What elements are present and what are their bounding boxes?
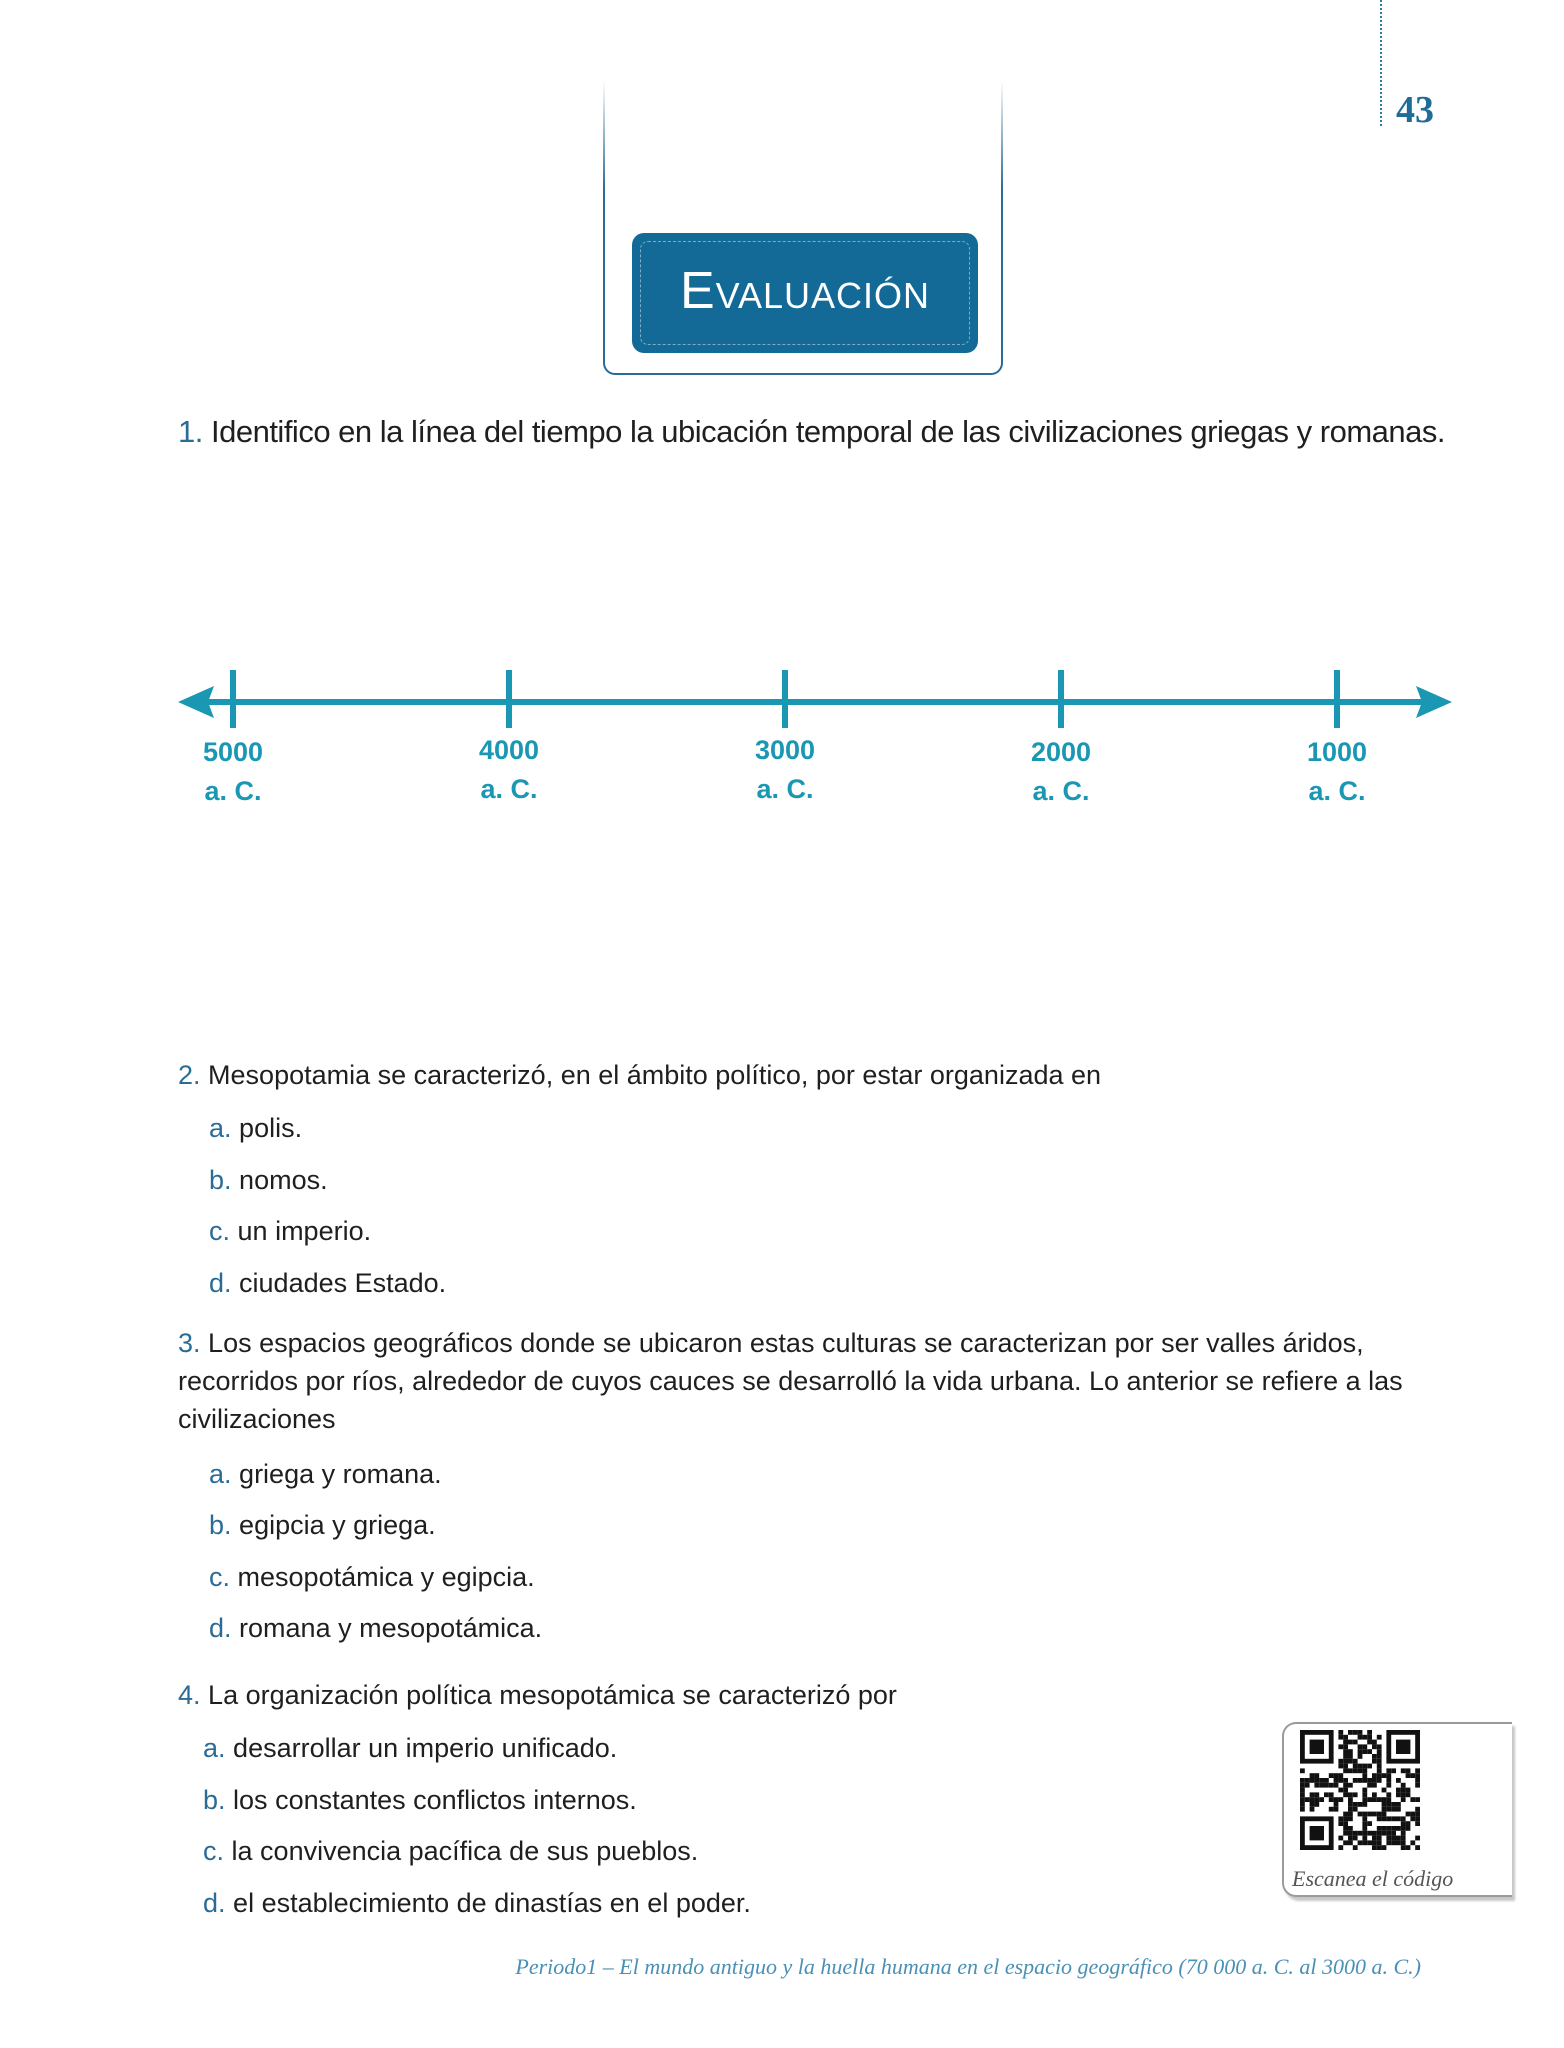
question-text: Los espacios geográficos donde se ubicaron estas culturas se caracterizan por ser valles áridos, recorridos por ríos, alrededor de cuyos cauces se desarrolló la vida urbana. Lo anterior se refiere a las civilizaciones (178, 1328, 1403, 1434)
section-badge (632, 233, 978, 353)
option-2a[interactable] (209, 1109, 302, 1147)
timeline-year-label: 5000 (202, 737, 264, 767)
option-letter: a. (203, 1733, 226, 1763)
option-4c[interactable] (203, 1832, 698, 1870)
question-number: 4. (178, 1680, 201, 1710)
timeline-axis (178, 686, 1452, 718)
option-letter: c. (209, 1216, 231, 1246)
option-letter: a. (209, 1113, 232, 1143)
timeline-era-label: a. C. (756, 774, 814, 804)
option-4a[interactable] (203, 1729, 617, 1767)
qr-code-icon[interactable] (1300, 1730, 1420, 1850)
option-letter: b. (209, 1510, 232, 1540)
question-text: Identifico en la línea del tiempo la ubicación temporal de las civilizaciones griegas y romanas. (210, 414, 1446, 449)
option-text: ciudades Estado. (239, 1268, 447, 1298)
timeline (170, 660, 1470, 840)
option-text: egipcia y griega. (239, 1510, 436, 1540)
option-letter: a. (209, 1459, 232, 1489)
option-3c[interactable] (209, 1558, 535, 1596)
timeline-year-label: 2000 (1030, 737, 1092, 767)
question-4 (178, 1676, 1448, 1714)
timeline-era-label: a. C. (1308, 776, 1366, 806)
qr-caption: Escanea el código (1292, 1866, 1454, 1891)
option-letter: c. (203, 1836, 225, 1866)
option-letter: c. (209, 1562, 231, 1592)
question-number: 3. (178, 1328, 201, 1358)
question-2 (178, 1056, 1448, 1094)
timeline-era-label: a. C. (1032, 776, 1090, 806)
option-text: desarrollar un imperio unificado. (233, 1733, 618, 1763)
option-letter: d. (203, 1888, 226, 1918)
option-3a[interactable] (209, 1455, 442, 1493)
option-4b[interactable] (203, 1781, 637, 1819)
option-text: mesopotámica y egipcia. (237, 1562, 535, 1592)
page-number-rule (1380, 0, 1382, 126)
option-letter: d. (209, 1613, 232, 1643)
option-text: la convivencia pacífica de sus pueblos. (231, 1836, 699, 1866)
option-2c[interactable] (209, 1212, 371, 1250)
page-number: 43 (1396, 89, 1434, 131)
question-3 (178, 1324, 1433, 1438)
question-text: Mesopotamia se caracterizó, en el ámbito político, por estar organizada en (208, 1060, 1102, 1090)
question-number: 2. (178, 1060, 201, 1090)
timeline-year-label: 3000 (754, 735, 816, 765)
question-number: 1. (178, 414, 203, 449)
timeline-era-label: a. C. (480, 774, 538, 804)
timeline-era-label: a. C. (204, 776, 262, 806)
question-text: La organización política mesopotámica se caracterizó por (208, 1680, 897, 1710)
option-text: un imperio. (237, 1216, 372, 1246)
page-footer: Periodo1 – El mundo antiguo y la huella humana en el espacio geográfico (70 000 a. C. al 3000 a. C.) (515, 1954, 1421, 1979)
option-text: polis. (239, 1113, 303, 1143)
section-title: Evaluación (679, 262, 931, 320)
option-2d[interactable] (209, 1264, 446, 1302)
option-text: romana y mesopotámica. (239, 1613, 543, 1643)
option-letter: d. (209, 1268, 232, 1298)
question-1 (178, 414, 1448, 450)
timeline-year-label: 4000 (478, 735, 540, 765)
option-2b[interactable] (209, 1161, 328, 1199)
option-letter: b. (203, 1785, 226, 1815)
option-3d[interactable] (209, 1609, 542, 1647)
option-4d[interactable] (203, 1884, 751, 1922)
option-3b[interactable] (209, 1506, 436, 1544)
option-letter: b. (209, 1165, 232, 1195)
option-text: el establecimiento de dinastías en el poder. (233, 1888, 751, 1918)
option-text: griega y romana. (239, 1459, 442, 1489)
option-text: nomos. (239, 1165, 328, 1195)
timeline-year-label: 1000 (1306, 737, 1368, 767)
option-text: los constantes conflictos internos. (233, 1785, 637, 1815)
